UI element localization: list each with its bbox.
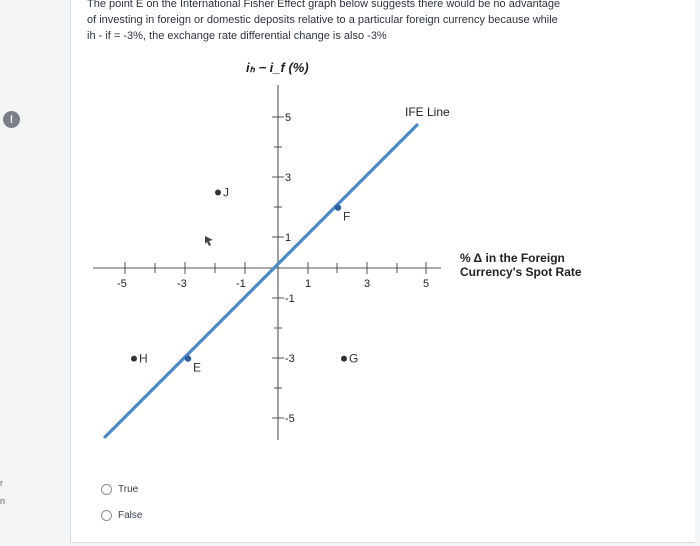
y-tick-label: -1: [285, 293, 295, 305]
x-tick-label: -1: [236, 278, 246, 290]
y-tick-label: -3: [285, 353, 295, 365]
question-line-2: of investing in foreign or domestic deposits relative to a particular foreign currency because while: [87, 14, 558, 26]
point-h-marker: [131, 356, 137, 362]
ife-graph: [71, 0, 696, 470]
radio-true[interactable]: [101, 484, 112, 495]
question-card: [70, 0, 695, 543]
point-f-label: F: [343, 209, 351, 224]
point-e-label: E: [193, 360, 202, 375]
point-h-label: H: [139, 351, 148, 366]
option-true-label: True: [118, 483, 139, 495]
point-j-label: J: [223, 185, 229, 200]
side-text-r: r: [0, 478, 3, 488]
x-tick-label: 5: [423, 278, 430, 290]
option-false-label: False: [118, 509, 143, 521]
point-e-marker: [185, 355, 191, 361]
x-tick-label: 1: [305, 278, 312, 290]
point-g-label: G: [349, 351, 359, 366]
question-line-1: The point E on the International Fisher Effect graph below suggests there would be no advantage: [87, 0, 561, 10]
y-tick-label: 3: [285, 172, 292, 184]
x-tick-label: -3: [177, 278, 187, 290]
y-tick-label: 5: [285, 112, 292, 124]
cursor-icon: [205, 236, 213, 246]
y-tick-label: -5: [285, 413, 295, 425]
radio-false[interactable]: [101, 510, 112, 521]
ife-line: [105, 125, 417, 437]
x-axis-title-line1: % Δ in the Foreign: [460, 251, 565, 265]
side-text-n: n: [0, 496, 6, 506]
x-tick-label: -5: [117, 278, 127, 290]
option-false[interactable]: [101, 502, 142, 528]
y-tick-label: 1: [285, 232, 292, 244]
question-line-3: ih - if = -3%, the exchange rate differential change is also -3%: [87, 30, 387, 42]
alert-badge-icon: !: [3, 111, 20, 128]
ife-line-label: IFE Line: [405, 105, 450, 119]
point-j-marker: [215, 190, 221, 196]
point-g-marker: [341, 356, 347, 362]
y-axis-title: iₕ − i_f (%): [246, 60, 309, 75]
answer-options: [101, 476, 142, 528]
x-axis-title-line2: Currency's Spot Rate: [460, 265, 582, 279]
x-tick-label: 3: [364, 278, 371, 290]
option-true[interactable]: [101, 476, 142, 502]
point-f-marker: [335, 204, 341, 210]
